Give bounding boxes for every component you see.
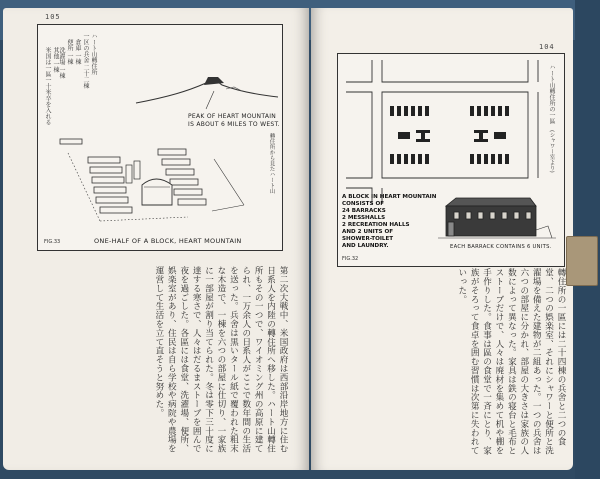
block-description-line: 2 RECREATION HALLS: [342, 222, 410, 228]
right-page: [311, 8, 573, 470]
figure-number: FIG.32: [342, 256, 359, 262]
vertical-note: 一区の兵舍 二十二棟: [82, 33, 89, 89]
figure-number: FIG.33: [44, 239, 61, 245]
mountain-caption: PEAK OF HEART MOUNTAIN: [188, 113, 277, 120]
block-description-line: 24 BARRACKS: [342, 208, 386, 214]
bookmark-tab: [566, 236, 598, 286]
vertical-note: 其他 一棟: [52, 47, 59, 73]
figure-caption: ONE-HALF OF A BLOCK, HEART MOUNTAIN: [94, 237, 242, 245]
vertical-note: 便所 一棟: [66, 39, 73, 65]
left-page: [3, 8, 309, 470]
figure-title: ハート山轉住所の一區: [548, 64, 555, 124]
block-sketch: [38, 25, 282, 250]
page-number: 105: [45, 13, 61, 21]
vertical-note: 洗濯場 一棟: [58, 47, 65, 79]
block-description-line: 2 MESSHALLS: [342, 215, 386, 221]
block-description-line: AND 2 UNITS OF: [342, 229, 394, 235]
figure-subtitle: (シャワー室より): [548, 130, 555, 173]
barrack-caption: EACH BARRACK CONTAINS 6 UNITS.: [450, 244, 552, 250]
body-text: 轉住所の一區には二十四棟の兵舍と二つの食堂、二つの娯楽室、それにシャワーと便所と洗濯場を備えた建物が二組あった。一つの兵舍は六つの部屋に分かれ、部屋の大きさは家族の人数によって異なった。家具は鉄の寝台と毛布とストーブだけで、人々は廃材を集めて机や棚を手作りした。食事は區の食堂で一斉にとり、家族がそろって食卓を囲む習慣は次第に失われていった。: [456, 268, 566, 455]
block-description: [342, 194, 436, 250]
block-description-line: A BLOCK IN HEART MOUNTAIN: [342, 194, 437, 200]
mountain-caption: IS ABOUT 6 MILES TO WEST.: [188, 121, 280, 128]
figure-33: [37, 24, 283, 251]
body-text: 第二次大戦中、米国政府は西部沿岸地方に住む日系人を内陸の轉住所へ移した。ハート山轉住所もその一つで、ワイオミング州の高原に建てられ、一万余人の日系人がここで数年間の生活を送った。兵舍は黒いタール紙で覆われた粗末な木造で、一棟を六つの部屋に仕切り、一家族に一部屋が割り当てられた。冬は零下三十度に達する寒さで、人々はだるまストーブを囲んで夜を過ごした。各區には食堂、洗濯場、便所、娯楽室があり、住民は自ら学校や病院や農場を運営して生活を立て直そうと努めた。: [153, 266, 288, 453]
page-number: 104: [539, 43, 555, 51]
block-description-line: CONSISTS OF: [342, 201, 385, 207]
figure-32: [337, 53, 565, 267]
block-description-line: AND LAUNDRY.: [342, 243, 389, 249]
sketch-note: 轉住所から見たハート山: [268, 133, 275, 194]
vertical-note: 米国は一區一十米卒を入れる: [44, 47, 51, 125]
vertical-note: 倉庫 一棟: [74, 39, 81, 65]
vertical-note: ハート山轉住所: [90, 33, 97, 75]
block-description-line: SHOWER-TOILET: [342, 236, 394, 242]
